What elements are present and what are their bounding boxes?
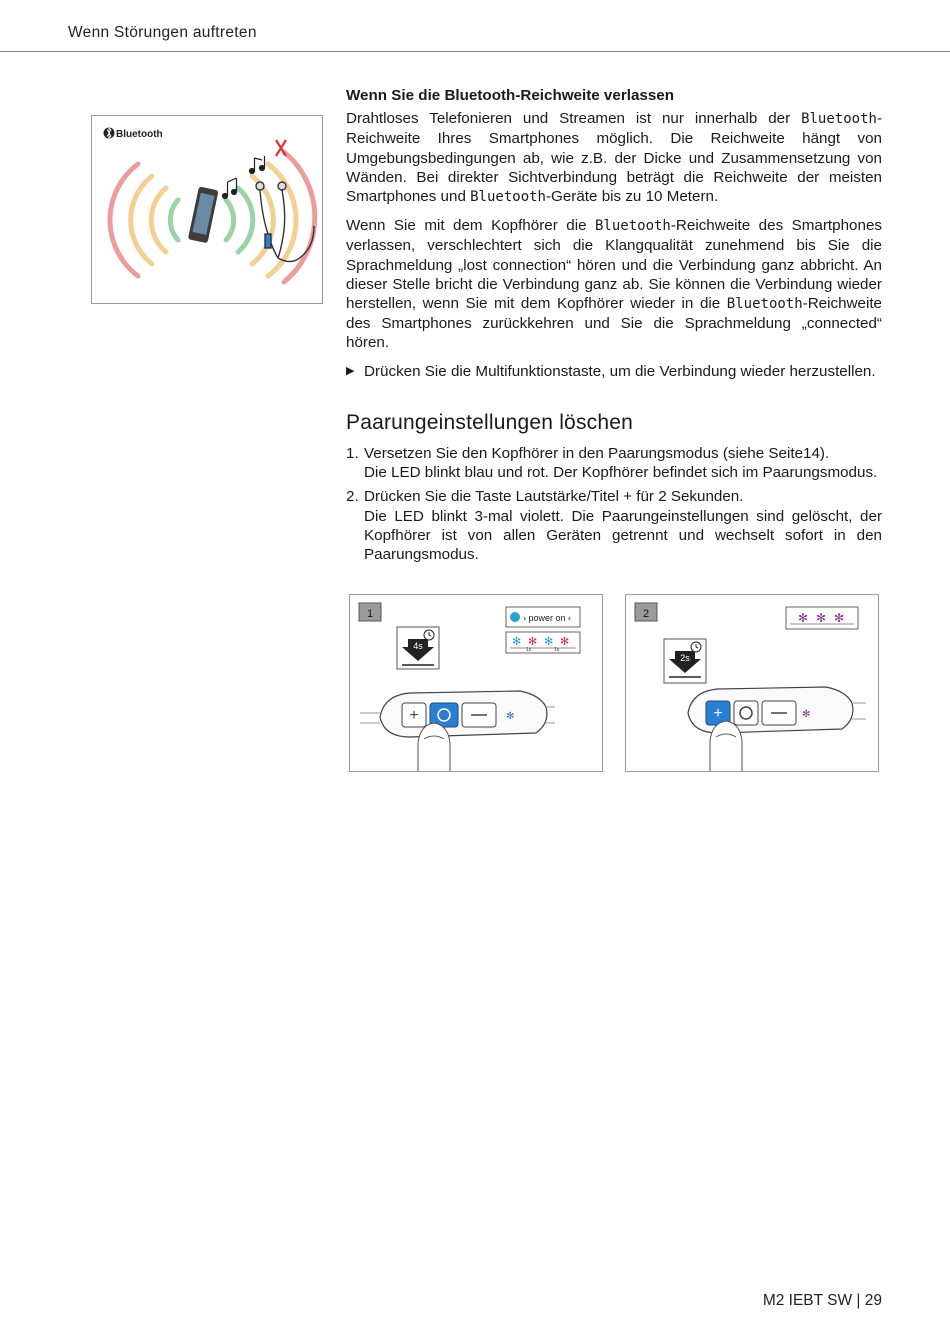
- inline-remote-control: [360, 691, 555, 771]
- header-divider: [0, 51, 950, 52]
- bluetooth-range-illustration: [91, 115, 323, 304]
- timeline-label-a: 1s: [526, 647, 532, 653]
- svg-text:+: +: [713, 705, 723, 722]
- hold-time-label: 2s: [680, 653, 690, 663]
- finger-icon: [418, 723, 450, 771]
- paragraph-lost-connection: Wenn Sie mit dem Kopfhörer die Bluetooth-Reichweite des Smartphones verlassen, verschlechtert sich die Klangqualität zunehmend bis Sie die Sprachmeldung „lost connection“ hören und die Verbindung ganz abbricht. An dieser Stelle bricht die Verbindung ganz ab. Sie können die Verbindung wieder herstellen, wenn Sie mit dem Kopfhörer wieder in die Bluetooth-Reichweite des Smartphones zurückkehren und Sie die Sprachmeldung „connected“ hören.: [346, 217, 882, 352]
- led-flash-icon: ✻: [798, 611, 809, 625]
- figure-step-1: [349, 594, 603, 772]
- section-heading-clear-pairing: Paarungeinstellungen löschen: [346, 411, 633, 434]
- timeline-label-b: 1s: [554, 647, 560, 653]
- step-1: 1. Versetzen Sie den Kopfhörer in den Paarungsmodus (siehe Seite14). Die LED blinkt blau und rot. Der Kopfhörer befindet sich im Paarungsmodus.: [346, 445, 878, 482]
- led-blink-sequence: [798, 611, 844, 625]
- step-2: 2. Drücken Sie die Taste Lautstärke/Titel + für 2 Sekunden. Die LED blinkt 3-mal violett. Die Paarungeinstellungen sind gelöscht, der Kopfhörer ist von allen Geräten getrennt und wechselt sofort in den Paarungsmodus.: [346, 488, 882, 564]
- page-footer-label: M2 IEBT SW | 29: [762, 1292, 882, 1309]
- multifunction-button: [734, 701, 758, 725]
- paragraph-range-info: Drahtloses Telefonieren und Streamen ist nur innerhalb der Bluetooth-Reichweite Ihres Smartphones möglich. Die Reichweite hängt von Umgebungsbedingungen ab, wie z.B. der Dicke und Zusammensetzung von Wänden. Bei direkter Sichtverbindung beträgt die Reichweite der meisten Smartphones und Bluetooth-Geräte bis zu 10 Metern.: [346, 110, 882, 206]
- bullet-triangle-icon: ▶: [346, 364, 355, 377]
- led-flash-icon: ✻: [544, 635, 554, 648]
- figure-step-2: [625, 594, 879, 772]
- section-heading-bluetooth-range: Wenn Sie die Bluetooth-Reichweite verlassen: [346, 87, 675, 104]
- step-number-badge: 2: [642, 608, 650, 620]
- led-indicator-icon: ✻: [802, 709, 811, 720]
- led-indicator-icon: ✻: [506, 711, 515, 722]
- led-flash-icon: ✻: [512, 635, 522, 648]
- section-bluetooth-range: [346, 86, 882, 381]
- led-flash-icon: ✻: [834, 611, 845, 625]
- instruction-reconnect: ▶ Drücken Sie die Multifunktionstaste, um die Verbindung wieder herzustellen.: [346, 362, 876, 380]
- disconnect-cross-icon: [276, 140, 286, 156]
- svg-text:+: +: [409, 707, 419, 724]
- bluetooth-logo-text: Bluetooth: [116, 129, 163, 140]
- step-number-badge: 1: [366, 608, 374, 620]
- bluetooth-range-drawing: [92, 116, 322, 303]
- inline-remote-control: [688, 687, 866, 771]
- page-header-title: Wenn Störungen auftreten: [68, 24, 257, 41]
- led-flash-icon: ✻: [816, 611, 827, 625]
- finger-icon: [710, 721, 742, 771]
- led-flash-icon: ✻: [528, 635, 538, 648]
- voice-prompt-label: › power on ‹: [523, 613, 572, 623]
- led-flash-icon: ✻: [560, 635, 570, 648]
- hold-time-label: 4s: [413, 641, 423, 651]
- smartphone-icon: [188, 186, 219, 243]
- steps-clear-pairing: [346, 444, 882, 569]
